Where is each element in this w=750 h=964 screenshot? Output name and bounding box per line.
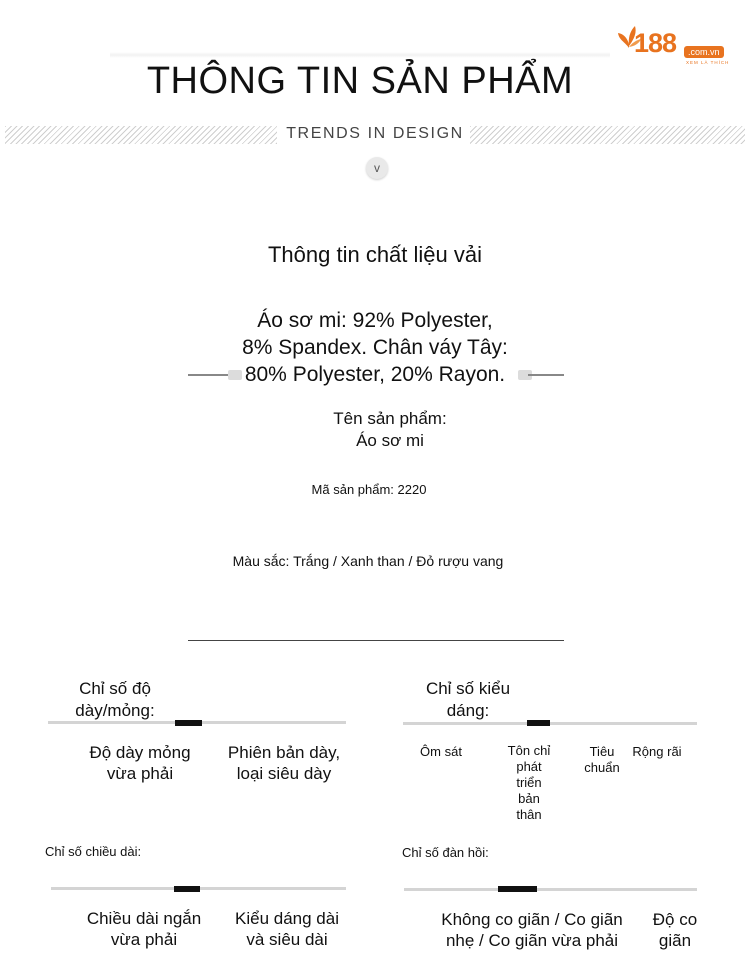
- option-line: bản: [518, 791, 540, 806]
- option-line: chuẩn: [584, 760, 620, 775]
- product-name-label: Tên sản phẩm:: [333, 409, 447, 428]
- product-code: Mã sản phẩm: 2220: [311, 482, 427, 497]
- option-line: Độ co: [652, 910, 698, 929]
- elasticity-scale-marker: [498, 886, 537, 892]
- option-line: Tôn chỉ: [507, 743, 551, 758]
- section-subtitle: TRENDS IN DESIGN: [286, 125, 464, 142]
- fit-scale-track: [403, 722, 697, 725]
- material-line: 80% Polyester, 20% Rayon.: [244, 363, 506, 386]
- thickness-title-line: dày/mỏng:: [75, 701, 155, 720]
- option-line: loại siêu dày: [236, 764, 332, 783]
- option-line: Tiêu: [589, 744, 615, 759]
- title-shadow: [110, 52, 610, 58]
- thickness-title-line: Chỉ số độ: [79, 679, 151, 698]
- option-line: và siêu dài: [246, 930, 328, 949]
- fit-option: [624, 744, 690, 760]
- logo-domain: .com.vn: [684, 46, 724, 58]
- hatch-divider-left: [5, 126, 277, 144]
- logo-number: 188: [634, 28, 677, 58]
- option-line: phát: [516, 759, 542, 774]
- fit-scale-title: [412, 678, 524, 722]
- thickness-scale-marker: [175, 720, 202, 726]
- length-option: [218, 908, 356, 950]
- option-line: Rộng rãi: [632, 744, 682, 759]
- thickness-scale-title: [60, 678, 170, 722]
- page-title: THÔNG TIN SẢN PHẨM: [146, 60, 574, 102]
- product-name: [0, 408, 750, 452]
- decorative-line-right: [528, 374, 564, 376]
- section-divider: [188, 640, 564, 641]
- elasticity-option: [424, 909, 640, 951]
- product-colors: Màu sắc: Trắng / Xanh than / Đỏ rượu vang: [232, 553, 504, 569]
- elasticity-option: [640, 909, 710, 951]
- option-line: thân: [516, 807, 542, 822]
- material-line: Áo sơ mi: 92% Polyester,: [257, 309, 493, 332]
- material-description: [0, 307, 750, 388]
- elasticity-scale-track: [404, 888, 697, 891]
- material-line: 8% Spandex. Chân váy Tây:: [242, 336, 508, 359]
- elasticity-scale-title: Chỉ số đàn hồi:: [402, 845, 489, 860]
- length-scale-title: Chỉ số chiều dài:: [45, 844, 142, 859]
- option-line: triển: [516, 775, 542, 790]
- option-line: Không co giãn / Co giãn: [441, 910, 623, 929]
- fit-scale-marker: [527, 720, 550, 726]
- option-line: vừa phải: [106, 764, 174, 783]
- material-heading: Thông tin chất liệu vải: [267, 242, 483, 267]
- option-line: Chiều dài ngắn: [86, 909, 202, 928]
- option-line: vừa phải: [110, 930, 178, 949]
- length-scale-marker: [174, 886, 200, 892]
- length-option: [70, 908, 218, 950]
- fit-option: [496, 743, 562, 823]
- product-name-value: Áo sơ mi: [356, 431, 424, 450]
- thickness-option: [70, 742, 210, 784]
- fit-title-line: Chỉ số kiểu: [425, 679, 511, 698]
- option-line: giãn: [658, 931, 692, 950]
- fit-option: [405, 744, 477, 760]
- option-line: Phiên bản dày,: [227, 743, 341, 762]
- option-line: Kiểu dáng dài: [235, 909, 339, 928]
- chevron-down-icon: v: [366, 157, 388, 179]
- option-line: Ôm sát: [420, 744, 462, 759]
- brand-logo: [616, 22, 736, 68]
- hatch-divider-right: [470, 126, 745, 144]
- thickness-option: [214, 742, 354, 784]
- option-line: Độ dày mỏng: [89, 743, 191, 762]
- option-line: nhẹ / Co giãn vừa phải: [445, 931, 619, 950]
- logo-tagline: XEM LÀ THÍCH: [686, 60, 730, 65]
- fit-title-line: dáng:: [446, 701, 490, 720]
- decorative-dot-left: [228, 370, 242, 380]
